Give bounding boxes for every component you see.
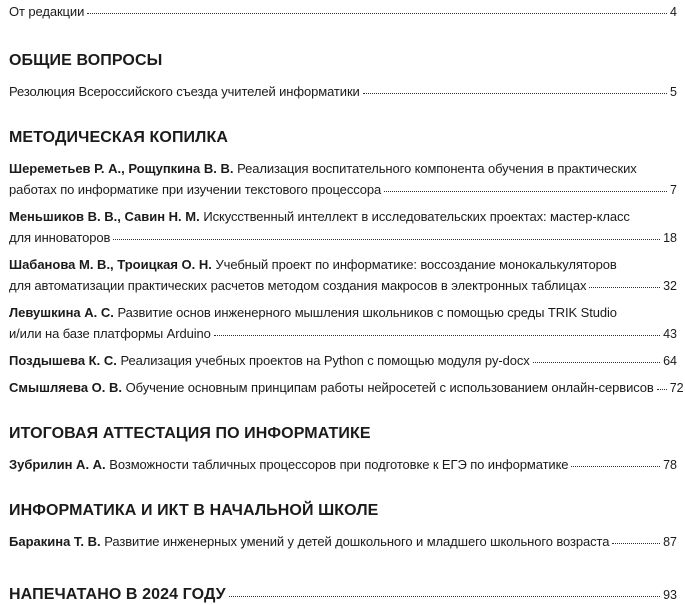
page-number: 72 <box>669 381 684 395</box>
entry-text <box>9 350 530 371</box>
footer-heading: НАПЕЧАТАНО В 2024 ГОДУ <box>9 586 226 603</box>
dot-leader <box>384 191 667 192</box>
entry-line <box>9 350 677 372</box>
dot-leader <box>589 287 660 288</box>
entry-line <box>9 377 684 399</box>
dot-leader <box>113 239 660 240</box>
section-heading: ИТОГОВАЯ АТТЕСТАЦИЯ ПО ИНФОРМАТИКЕ <box>9 425 371 442</box>
entry-authors: Баракина Т. В. <box>9 534 101 549</box>
entry-title: Реализация учебных проектов на Python с помощью модуля py-docx <box>120 353 530 368</box>
dot-leader <box>214 335 660 336</box>
page-number: 18 <box>663 231 677 245</box>
entry-line <box>9 254 677 275</box>
entry-authors: Меньшиков В. В., Савин Н. М. <box>9 209 200 224</box>
section-general-questions <box>9 52 677 103</box>
section-heading: МЕТОДИЧЕСКАЯ КОПИЛКА <box>9 129 228 146</box>
entry-authors: Левушкина А. С. <box>9 305 114 320</box>
entry-line <box>9 81 677 103</box>
toc-entry <box>9 81 677 103</box>
entry-title-continued: и/или на базе платформы Arduino <box>9 326 211 341</box>
entry-title-continued: для инноваторов <box>9 230 111 245</box>
entry-line <box>9 206 677 227</box>
toc-entry <box>9 206 677 249</box>
toc-entry <box>9 254 677 297</box>
entry-line <box>9 158 677 179</box>
toc-entry <box>9 531 677 553</box>
entry-text <box>9 531 609 552</box>
toc-entry <box>9 158 677 201</box>
entry-text <box>9 454 568 475</box>
page-number: 87 <box>663 535 677 549</box>
entry-title: От редакции <box>9 4 85 19</box>
page-number: 7 <box>670 183 677 197</box>
dot-leader <box>533 362 660 363</box>
toc-entry-printed-in-2024 <box>9 585 677 605</box>
entry-line <box>9 302 677 323</box>
page-number: 5 <box>670 85 677 99</box>
page-number: 64 <box>663 354 677 368</box>
entry-title: Возможности табличных процессоров при подготовке к ЕГЭ по информатике <box>109 457 569 472</box>
dot-leader <box>229 596 660 597</box>
section-methodic <box>9 129 684 399</box>
section-heading: ОБЩИЕ ВОПРОСЫ <box>9 52 163 69</box>
dot-leader <box>612 543 660 544</box>
entry-line <box>9 531 677 553</box>
entry-title-continued: для автоматизации практических расчетов методом создания макросов в электронных таблицах <box>9 278 587 293</box>
entry-text <box>9 81 360 102</box>
dot-leader <box>657 389 667 390</box>
dot-leader <box>571 466 660 467</box>
entry-line <box>9 454 677 476</box>
section-final-attestation <box>9 425 677 476</box>
entry-authors: Поздышева К. С. <box>9 353 117 368</box>
entry-authors: Смышляева О. В. <box>9 380 123 395</box>
page-number: 32 <box>663 279 677 293</box>
entry-title: Обучение основным принципам работы нейросетей с использованием онлайн-сервисов <box>125 380 654 395</box>
entry-title-continued: работах по информатике при изучении текстового процессора <box>9 182 382 197</box>
page-number: 78 <box>663 458 677 472</box>
section-primary-school <box>9 502 677 553</box>
entry-title: Искусственный интеллект в исследовательских проектах: мастер-класс <box>203 209 630 224</box>
toc-entry <box>9 350 677 372</box>
entry-authors: Зубрилин А. А. <box>9 457 106 472</box>
entry-line <box>9 275 677 297</box>
page-number: 43 <box>663 327 677 341</box>
toc-entry <box>9 302 677 345</box>
entry-authors: Шереметьев Р. А., Рощупкина В. В. <box>9 161 234 176</box>
entry-text <box>9 377 654 398</box>
entry-title: Развитие основ инженерного мышления школьников с помощью среды TRIK Studio <box>117 305 617 320</box>
entry-title: Реализация воспитательного компонента обучения в практических <box>237 161 637 176</box>
entry-authors: Шабанова М. В., Троицкая О. Н. <box>9 257 212 272</box>
entry-title: Развитие инженерных умений у детей дошкольного и младшего школьного возраста <box>104 534 610 549</box>
entry-line <box>9 323 677 345</box>
toc-entry <box>9 377 684 399</box>
toc-entry <box>9 454 677 476</box>
toc-entry-editorial <box>9 4 677 20</box>
page-number: 4 <box>670 5 677 19</box>
page-number: 93 <box>663 588 677 602</box>
entry-line <box>9 179 677 201</box>
entry-title: Резолюция Всероссийского съезда учителей информатики <box>9 84 360 99</box>
dot-leader <box>87 13 667 14</box>
dot-leader <box>363 93 667 94</box>
entry-title: Учебный проект по информатике: воссоздание монокалькуляторов <box>215 257 617 272</box>
entry-line <box>9 227 677 249</box>
section-heading: ИНФОРМАТИКА И ИКТ В НАЧАЛЬНОЙ ШКОЛЕ <box>9 502 379 519</box>
